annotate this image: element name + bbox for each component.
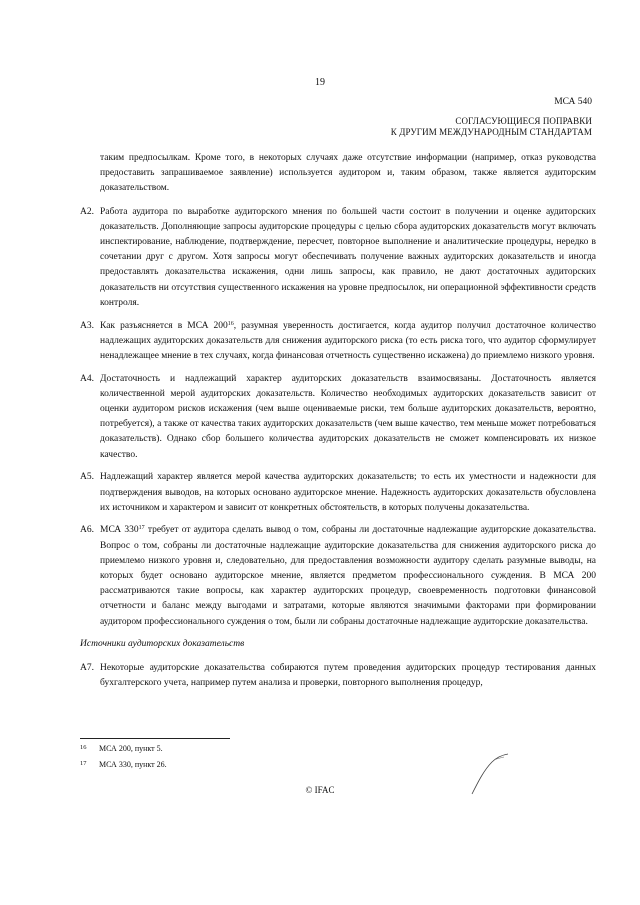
paragraph-text: Надлежащий характер является мерой качества аудиторских доказательств; то есть их уместности и надежности для подтверждения выводов, на которых основано аудиторское мнение. Надежность аудиторских доказательств обусловлена их источником и характером и зависит от конкретных обстоятельств, в которых получены доказательства.	[100, 472, 596, 513]
section-heading	[391, 116, 592, 138]
paragraph-a4	[80, 372, 596, 463]
paragraph-text: Некоторые аудиторские доказательства собираются путем проведения аудиторских процедур тестирования данных бухгалтерского учета, например путем анализа и проверки, повторного выполнения процедур,	[100, 662, 596, 688]
footnote-text: МСА 200, пункт 5.	[99, 744, 163, 753]
document-body	[80, 151, 596, 699]
page-number: 19	[315, 77, 325, 88]
paragraph-text-end: требует от аудитора сделать вывод о том, собраны ли достаточные надлежащие аудиторские доказательства. Вопрос о том, собраны ли достаточные надлежащие аудиторские доказательства для снижения аудиторского риска до приемлемо низкого уровня и, следовательно, для предоставления возможности аудитору сделать разумные выводы, на которых будет основано аудиторское мнение, является предметом профессионального суждения. В МСА 200 рассматриваются такие вопросы, как характер аудиторских процедур, своевременность подготовки финансовой отчетности и баланс между выгодами и затратами, которые являются значимыми факторами при формировании аудитором профессионального суждения о том, были ли собраны достаточные надлежащие аудиторские доказательства.	[100, 525, 596, 627]
paragraph-text: Работа аудитора по выработке аудиторского мнения по большей части состоит в получении и оценке аудиторских доказательств. Дополняющие запросы аудиторские процедуры с целью сбора аудиторских доказательств могут включать инспектирование, наблюдение, подтверждение, пересчет, повторное выполнение и аналитические процедуры, нередко в сочетании друг с другом. Хотя запросы могут обеспечивать получение важных аудиторских доказательств и иногда предоставлять доказательства искажения, одни лишь запросы, как правило, не дают достаточных аудиторских доказательств ни отсутствия существенного искажения на уровне предпосылок, ни операционной эффективности средств контроля.	[100, 206, 596, 308]
paragraph-text	[100, 319, 596, 365]
paragraph-continuation: таким предпосылкам. Кроме того, в некоторых случаях даже отсутствие информации (например, отказ руководства предоставить запрашиваемое заявление) используется аудитором и, таким образом, также является аудиторским доказательством.	[100, 153, 596, 194]
footnote-number: 16	[80, 744, 87, 751]
footer-copyright: © IFAC	[305, 785, 335, 795]
subheading: Источники аудиторских доказательств	[80, 639, 245, 650]
paragraph-number: A5.	[80, 472, 94, 483]
section-heading-line-2: К ДРУГИМ МЕЖДУНАРОДНЫМ СТАНДАРТАМ	[390, 127, 592, 137]
paragraph-number: A3.	[80, 320, 94, 331]
document-code: МСА 540	[554, 97, 592, 107]
footnote-ref-17: 17	[138, 525, 145, 532]
paragraph-a2	[80, 205, 596, 311]
paragraph-a6	[80, 523, 596, 629]
paragraph-text-start: МСА 330	[100, 525, 139, 536]
footnote-16	[80, 744, 163, 753]
footnote-text: МСА 330, пункт 26.	[99, 760, 167, 769]
paragraph-text-start: Как разъясняется в МСА 200	[100, 320, 228, 331]
footnote-17	[80, 760, 167, 769]
paragraph-a5	[80, 470, 596, 516]
paragraph-text: Достаточность и надлежащий характер аудиторских доказательств взаимосвязаны. Достаточность является количественной мерой аудиторских доказательств. Количество необходимых аудиторских доказательств зависит от оценки аудитором рисков искажения (чем выше оцениваемые риски, тем больше аудиторских доказательств, вероятно, потребуется), а также от качества таких аудиторских доказательств (чем выше качество, тем меньше может потребоваться доказательств). Однако сбор большего количества аудиторских доказательств не сможет компенсировать их низкое качество.	[100, 373, 596, 460]
footnote-divider	[80, 738, 230, 739]
paragraph-a3	[80, 319, 596, 365]
paragraph-number: A7.	[80, 662, 94, 673]
paragraph-text	[100, 523, 596, 629]
section-heading-line-1: СОГЛАСУЮЩИЕСЯ ПОПРАВКИ	[455, 116, 592, 126]
footnote-ref-16: 16	[227, 320, 234, 327]
paragraph-number: A2.	[80, 206, 94, 217]
footnote-number: 17	[80, 760, 87, 767]
paragraph-text-end: , разумная уверенность достигается, когда аудитор получил достаточное количество надлежащих аудиторских доказательств для снижения аудиторского риска (то есть риска того, что аудитор сформулирует ненадлежащее мнение в тех случаях, когда финансовая отчетность существенно искажена) до приемлемо низкого уровня.	[100, 320, 597, 361]
paragraph-number: A6.	[80, 525, 94, 536]
paragraph-number: A4.	[80, 373, 94, 384]
paragraph-a7	[80, 661, 596, 691]
